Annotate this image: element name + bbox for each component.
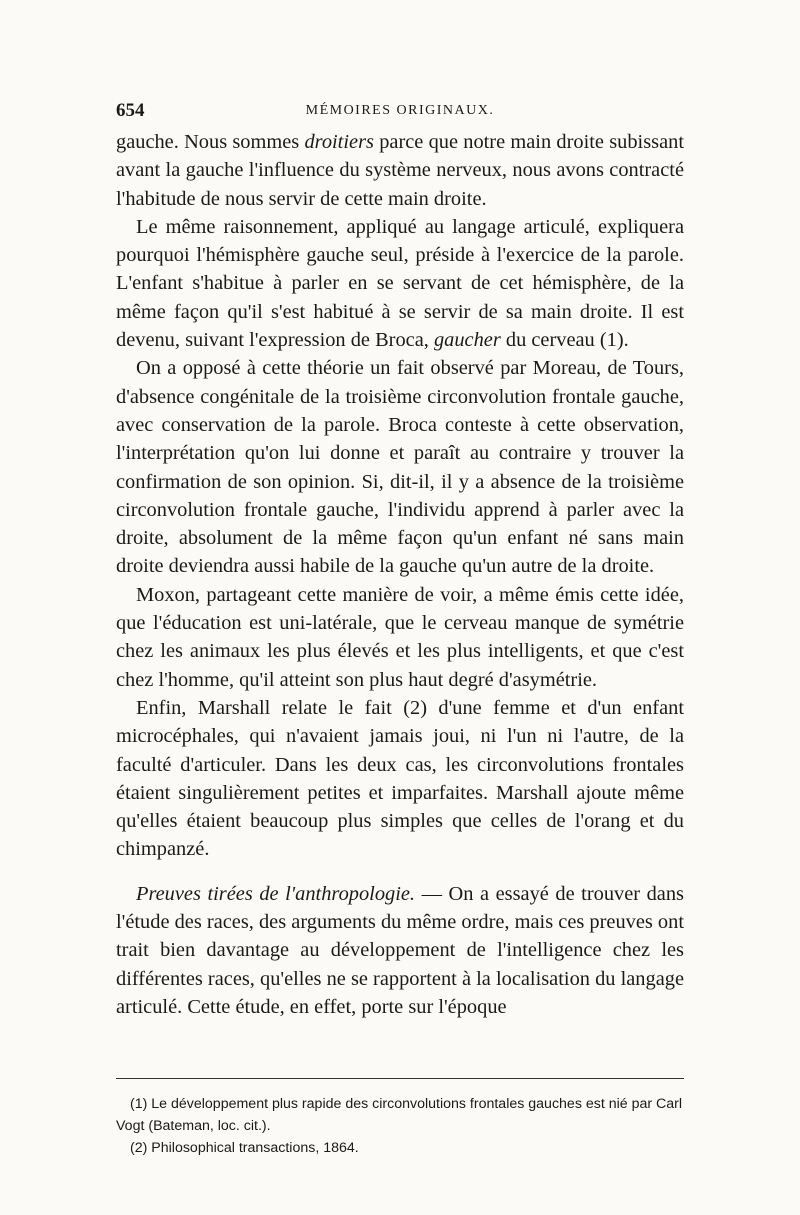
footnote-rule xyxy=(116,1078,684,1079)
running-head xyxy=(116,100,684,126)
text-span: — On a essayé de trouver dans l'étude des races, des arguments du même ordre, mais ces preuves ont trait bien davantage au développement de l'intelligence chez les différentes races, qu'elles ne se rapportent à la localisation du langage articulé. Cette étude, en effet, porte sur l'époque xyxy=(116,882,684,1018)
paragraph: Moxon, partageant cette manière de voir, a même émis cette idée, que l'éducation est uni-latérale, que le cerveau manque de symétrie chez les animaux les plus élevés et les plus intelligents, et que c'est chez l'homme, qu'il atteint son plus haut degré d'asymétrie. xyxy=(116,583,684,691)
text-span: du cerveau (1). xyxy=(500,329,629,352)
footnotes xyxy=(116,1093,684,1159)
paragraph-continuation xyxy=(116,128,684,213)
text-span: parce que notre main droite subissant avant la gauche l'influence du système nerveux, nous avons contracté l'habitude de nous servir de cette main droite. xyxy=(116,131,684,210)
page-number: 654 xyxy=(116,100,145,121)
italic-term: gaucher xyxy=(433,329,501,352)
footnote-1: (1) Le développement plus rapide des circonvolutions frontales gauches est nié par Carl Vogt (Bateman, loc. cit.). xyxy=(116,1096,683,1134)
section-paragraph xyxy=(116,880,684,1021)
section-heading: Preuves tirées de l'anthropologie. xyxy=(136,882,416,905)
footnote-2: (2) Philosophical transactions, 1864. xyxy=(130,1140,359,1156)
paragraph: On a opposé à cette théorie un fait observé par Moreau, de Tours, d'absence congénitale de la troisième circonvolution frontale gauche, avec conservation de la parole. Broca conteste à cette observation, l'interprétation qu'on lui donne et paraît au contraire y trouver la confirmation de son opinion. Si, dit-il, il y a absence de la troisième circonvolution frontale gauche, l'individu apprend à parler avec la droite, absolument de la même façon qu'un enfant né sans main droite deviendra aussi habile de la gauche qu'un autre de la droite. xyxy=(116,357,684,578)
text-span: Le même raisonnement, appliqué au langage articulé, expliquera pourquoi l'hémisphère gauche seul, préside à l'exercice de la parole. L'enfant s'habitue à parler en se servant de cet hémisphère, de la même façon qu'il s'est habitué à se servir de sa main droite. Il est devenu, suivant l'expression de Broca, xyxy=(116,215,684,352)
paragraph xyxy=(116,213,684,354)
text-span: gauche. Nous sommes xyxy=(116,131,305,153)
italic-term: droitiers xyxy=(304,131,374,153)
running-title: MÉMOIRES ORIGINAUX. xyxy=(305,103,495,118)
body-text xyxy=(116,128,684,1021)
paragraph: Enfin, Marshall relate le fait (2) d'une femme et d'un enfant microcéphales, qui n'avaient jamais joui, ni l'un ni l'autre, de la faculté d'articuler. Dans les deux cas, les circonvolutions frontales étaient singulièrement petites et imparfaites. Marshall ajoute même qu'elles étaient beaucoup plus simples que celles de l'orang et du chimpanzé. xyxy=(116,696,684,861)
